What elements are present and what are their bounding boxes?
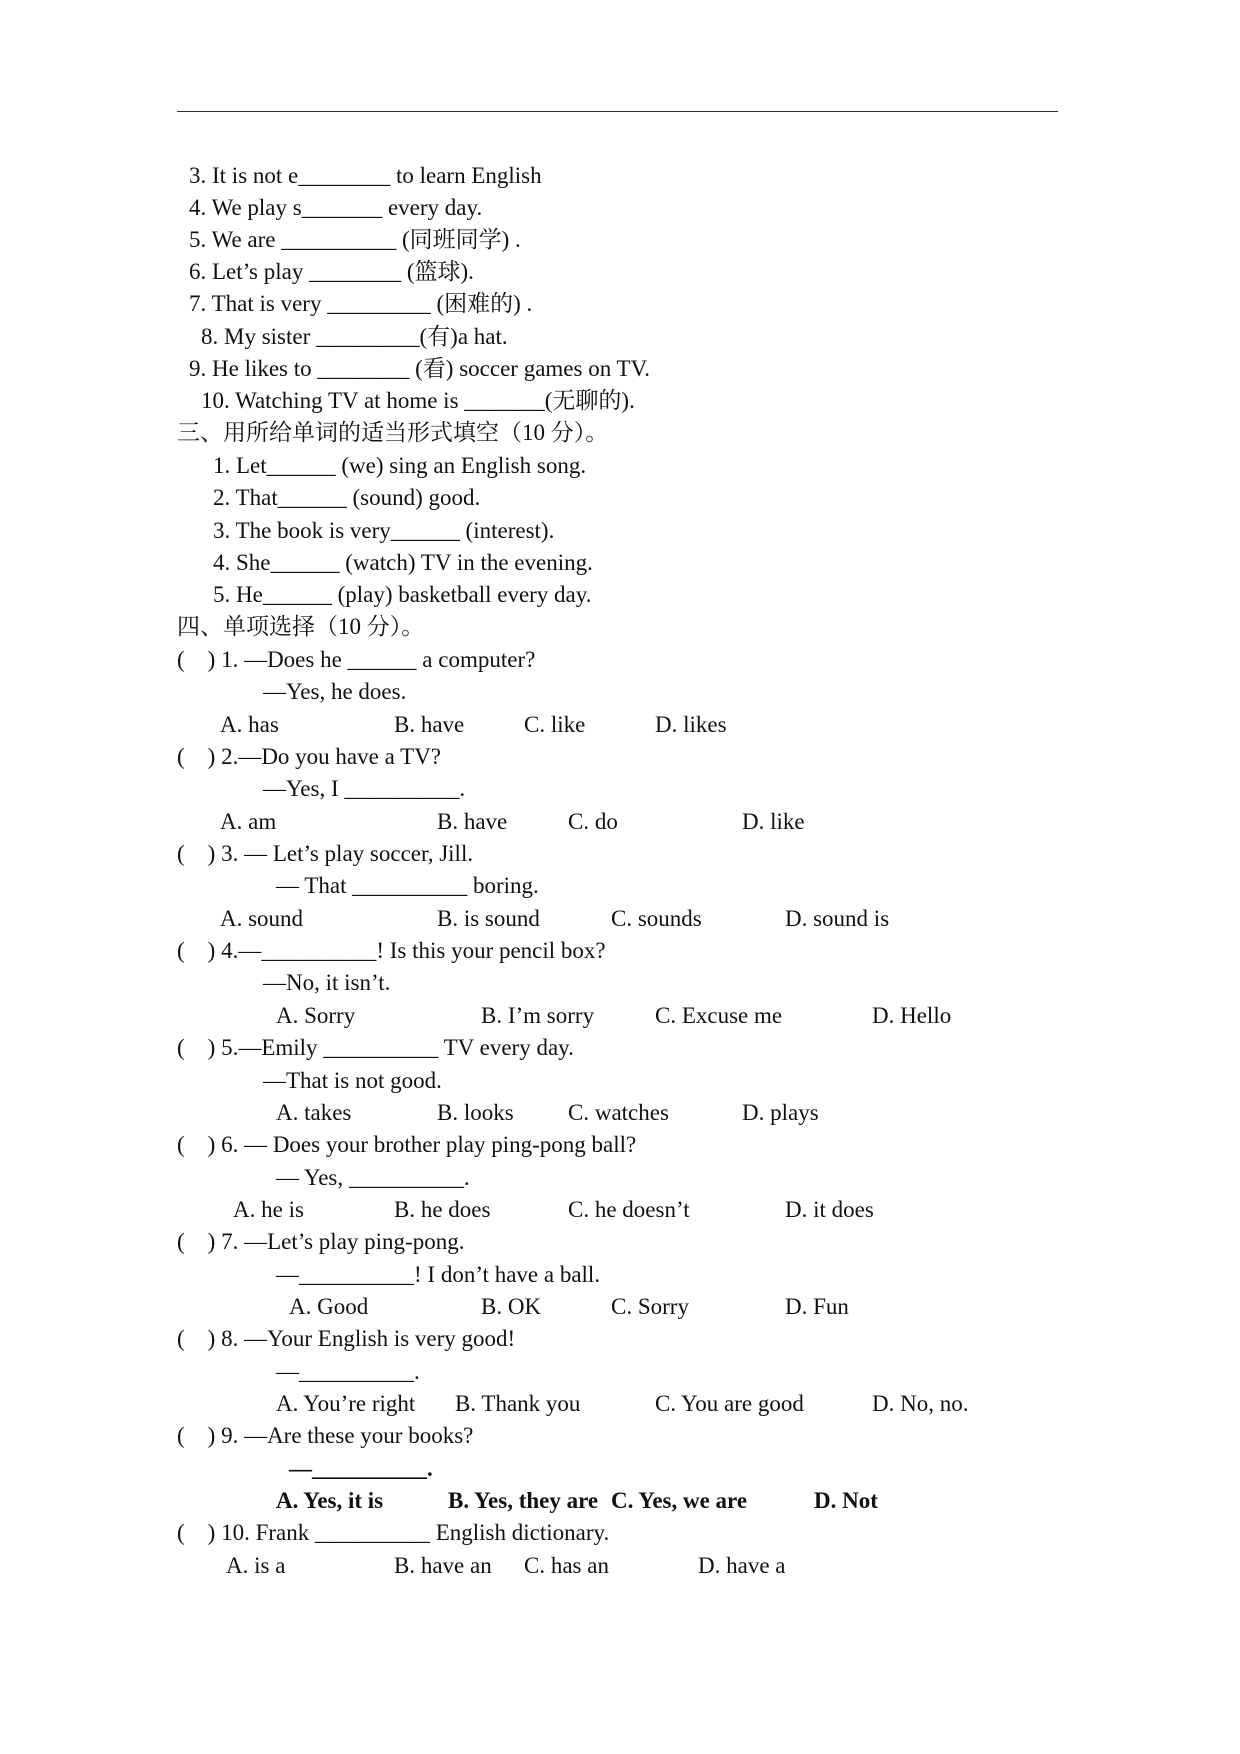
q9-option-b: B. Yes, they are bbox=[448, 1488, 599, 1513]
question-5: ( ) 5.—Emily __________ TV every day. bbox=[177, 1035, 574, 1060]
question-9: ( ) 9. —Are these your books? bbox=[177, 1423, 474, 1448]
q7-option-c: C. Sorry bbox=[611, 1294, 689, 1319]
q8-option-c: C. You are good bbox=[655, 1391, 804, 1416]
word-form-item-2: 2. That______ (sound) good. bbox=[213, 485, 481, 510]
q5-option-c: C. watches bbox=[568, 1100, 669, 1125]
q4-option-a: A. Sorry bbox=[276, 1003, 356, 1028]
word-form-item-3: 3. The book is very______ (interest). bbox=[213, 518, 555, 543]
fill-item-5: 5. We are __________ (同班同学) . bbox=[189, 227, 521, 252]
word-form-item-1: 1. Let______ (we) sing an English song. bbox=[213, 453, 587, 478]
fill-item-3: 3. It is not e________ to learn English bbox=[189, 163, 542, 188]
q8-option-a: A. You’re right bbox=[276, 1391, 416, 1416]
fill-item-10: 10. Watching TV at home is _______(无聊的). bbox=[201, 388, 635, 413]
q3-option-d: D. sound is bbox=[785, 906, 890, 931]
fill-item-4: 4. We play s_______ every day. bbox=[189, 195, 483, 220]
q4-option-b: B. I’m sorry bbox=[481, 1003, 595, 1028]
q6-option-b: B. he does bbox=[394, 1197, 491, 1222]
fill-item-8: 8. My sister _________(有)a hat. bbox=[201, 324, 508, 349]
q5-option-b: B. looks bbox=[437, 1100, 514, 1125]
q6-option-d: D. it does bbox=[785, 1197, 874, 1222]
q6-option-a: A. he is bbox=[233, 1197, 304, 1222]
question-9-reply: —__________. bbox=[289, 1456, 433, 1481]
q10-option-d: D. have a bbox=[698, 1553, 786, 1578]
q2-option-d: D. like bbox=[742, 809, 805, 834]
question-5-reply: —That is not good. bbox=[263, 1068, 442, 1093]
q2-option-b: B. have bbox=[437, 809, 508, 834]
q10-option-a: A. is a bbox=[226, 1553, 286, 1578]
q5-option-d: D. plays bbox=[742, 1100, 819, 1125]
q9-option-a: A. Yes, it is bbox=[276, 1488, 384, 1513]
q3-option-b: B. is sound bbox=[437, 906, 540, 931]
q3-option-c: C. sounds bbox=[611, 906, 702, 931]
q3-option-a: A. sound bbox=[220, 906, 304, 931]
q8-option-d: D. No, no. bbox=[872, 1391, 969, 1416]
section-3-title: 三、用所给单词的适当形式填空（10 分）。 bbox=[177, 420, 609, 445]
question-2-reply: —Yes, I __________. bbox=[263, 776, 466, 801]
q9-option-c: C. Yes, we are bbox=[611, 1488, 748, 1513]
q8-option-b: B. Thank you bbox=[455, 1391, 581, 1416]
question-4-reply: —No, it isn’t. bbox=[263, 970, 391, 995]
question-3: ( ) 3. — Let’s play soccer, Jill. bbox=[177, 841, 474, 866]
header-rule bbox=[177, 111, 1058, 112]
question-3-reply: — That __________ boring. bbox=[276, 873, 539, 898]
q7-option-a: A. Good bbox=[289, 1294, 369, 1319]
q9-option-d: D. Not bbox=[814, 1488, 878, 1513]
question-1: ( ) 1. —Does he ______ a computer? bbox=[177, 647, 536, 672]
q5-option-a: A. takes bbox=[276, 1100, 352, 1125]
word-form-item-4: 4. She______ (watch) TV in the evening. bbox=[213, 550, 593, 575]
q1-option-c: C. like bbox=[524, 712, 586, 737]
question-7: ( ) 7. —Let’s play ping-pong. bbox=[177, 1229, 465, 1254]
q4-option-d: D. Hello bbox=[872, 1003, 952, 1028]
question-1-reply: —Yes, he does. bbox=[263, 679, 407, 704]
q6-option-c: C. he doesn’t bbox=[568, 1197, 690, 1222]
section-4-title: 四、单项选择（10 分）。 bbox=[177, 614, 425, 639]
question-6: ( ) 6. — Does your brother play ping-pong ball? bbox=[177, 1132, 637, 1157]
q10-option-c: C. has an bbox=[524, 1553, 609, 1578]
q4-option-c: C. Excuse me bbox=[655, 1003, 783, 1028]
question-2: ( ) 2.—Do you have a TV? bbox=[177, 744, 442, 769]
question-10: ( ) 10. Frank __________ English dictionary. bbox=[177, 1520, 610, 1545]
fill-item-9: 9. He likes to ________ (看) soccer games on TV. bbox=[189, 356, 650, 381]
q1-option-a: A. has bbox=[220, 712, 279, 737]
fill-item-7: 7. That is very _________ (困难的) . bbox=[189, 291, 533, 316]
q7-option-b: B. OK bbox=[481, 1294, 542, 1319]
question-4: ( ) 4.—__________! Is this your pencil box? bbox=[177, 938, 606, 963]
q10-option-b: B. have an bbox=[394, 1553, 492, 1578]
q2-option-c: C. do bbox=[568, 809, 618, 834]
q1-option-d: D. likes bbox=[655, 712, 727, 737]
question-8: ( ) 8. —Your English is very good! bbox=[177, 1326, 516, 1351]
fill-item-6: 6. Let’s play ________ (篮球). bbox=[189, 259, 474, 284]
question-6-reply: — Yes, __________. bbox=[276, 1165, 470, 1190]
q2-option-a: A. am bbox=[220, 809, 277, 834]
question-8-reply: —__________. bbox=[276, 1359, 420, 1384]
q7-option-d: D. Fun bbox=[785, 1294, 849, 1319]
q1-option-b: B. have bbox=[394, 712, 465, 737]
question-7-reply: —__________! I don’t have a ball. bbox=[276, 1262, 601, 1287]
word-form-item-5: 5. He______ (play) basketball every day. bbox=[213, 582, 592, 607]
